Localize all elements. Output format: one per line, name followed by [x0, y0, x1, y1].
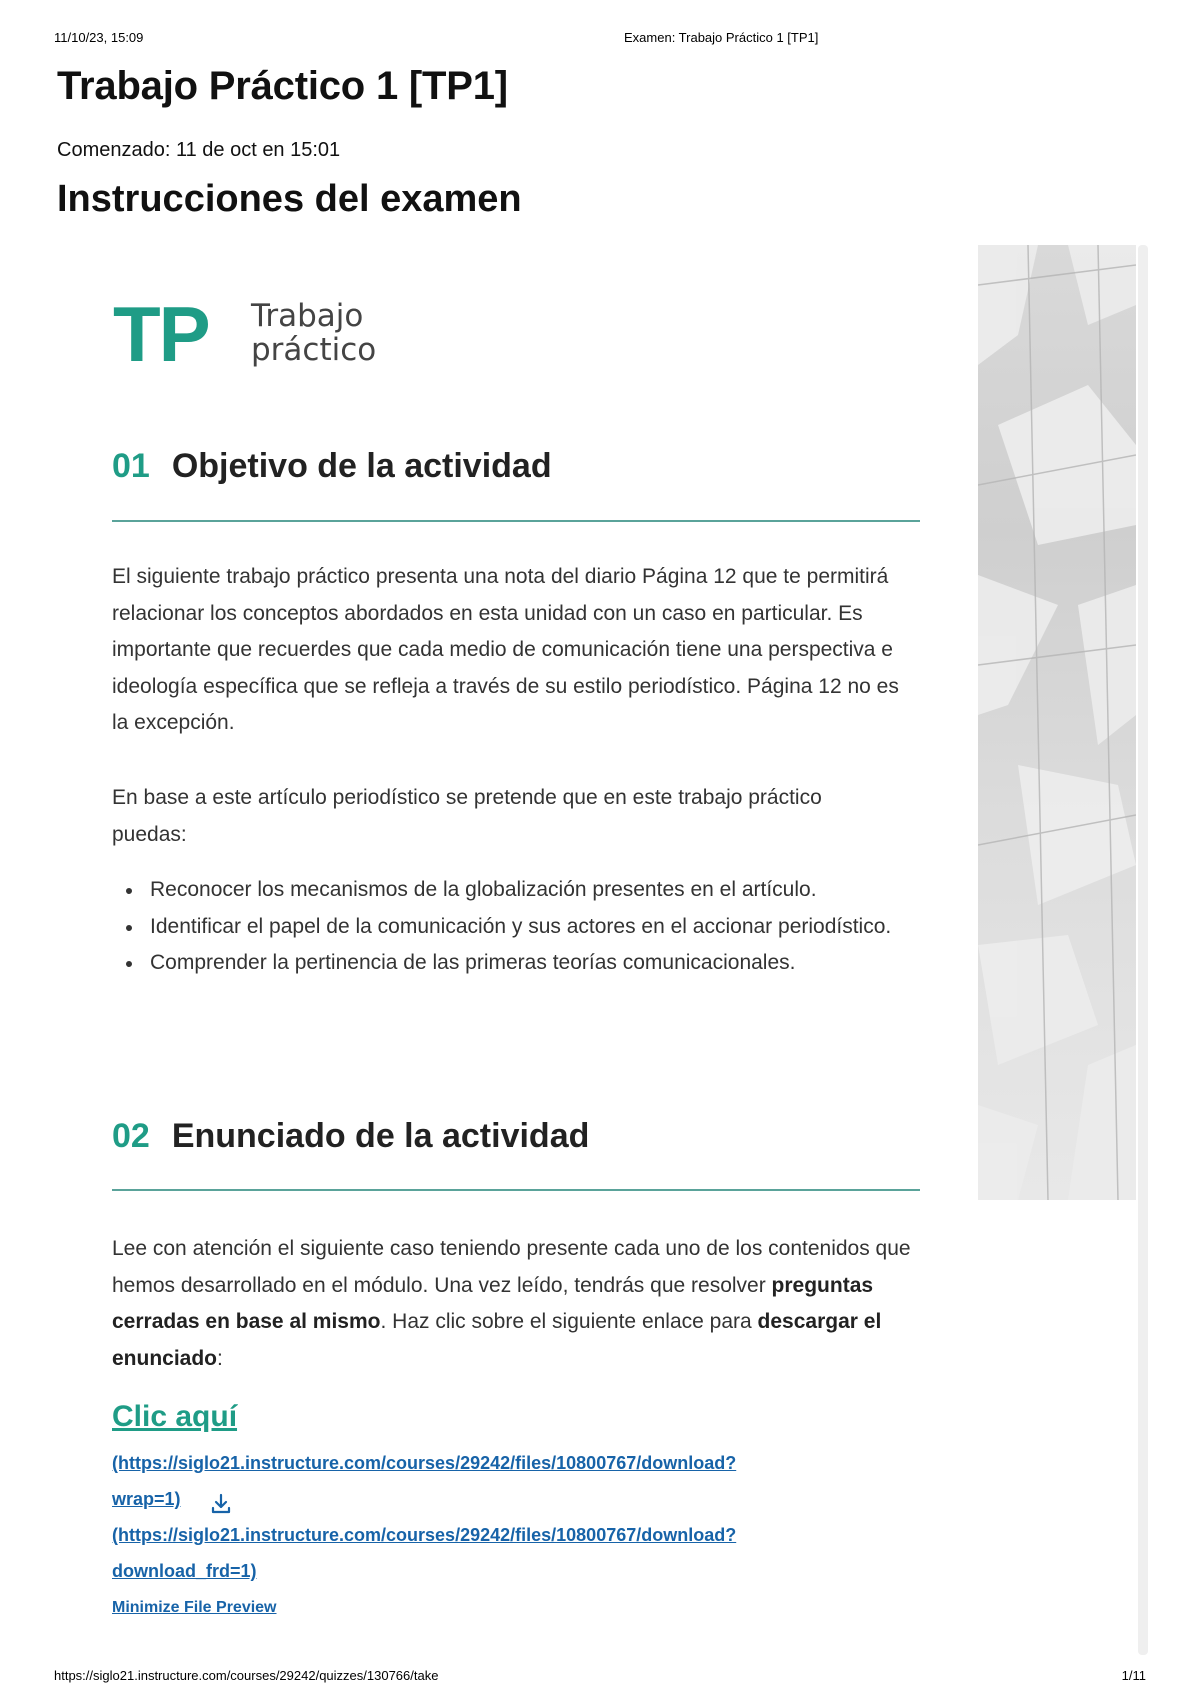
logo-line-2: práctico	[251, 332, 377, 368]
section-1-paragraph-2: En base a este artículo periodístico se pretende que en este trabajo práctico puedas:	[112, 786, 822, 846]
print-date: 11/10/23, 15:09	[54, 30, 144, 45]
section-2-title: Enunciado de la actividad	[171, 1117, 590, 1155]
section-2-text: :	[217, 1346, 223, 1370]
download-statement-link[interactable]: Clic aquí	[112, 1400, 238, 1433]
section-2-text: . Haz clic sobre el siguiente enlace para	[380, 1310, 758, 1333]
architecture-pattern-icon	[978, 245, 1136, 1200]
print-url: https://siglo21.instructure.com/courses/29242/quizzes/130766/take	[54, 1668, 439, 1683]
section-2-divider	[112, 1189, 920, 1191]
section-2-number: 02	[112, 1117, 150, 1155]
print-header	[54, 30, 1146, 50]
section-1-heading	[112, 447, 552, 486]
section-1-number: 01	[112, 447, 150, 485]
list-item	[150, 945, 958, 982]
download-url-text: (https://siglo21.instructure.com/courses/29242/files/10800767/download?	[112, 1525, 737, 1545]
page-number: 1/11	[1121, 1668, 1146, 1683]
list-item	[150, 872, 958, 909]
section-2-bold-text: preguntas cerradas en base al mismo	[112, 1273, 874, 1333]
section-2-paragraph	[112, 1231, 912, 1377]
list-item-text: Reconocer los mecanismos de la globalización presentes en el artículo.	[150, 878, 817, 901]
list-item-text: Comprender la pertinencia de las primeras teorías comunicacionales.	[150, 951, 796, 974]
download-url-link[interactable]	[112, 1525, 736, 1546]
logo-mark: TP	[113, 290, 209, 378]
started-timestamp: Comenzado: 11 de oct en 15:01	[57, 139, 341, 161]
file-url-link-continued[interactable]	[112, 1489, 181, 1510]
bullet-icon	[126, 961, 132, 967]
scrollbar[interactable]	[1138, 245, 1148, 1655]
section-2-bold-text: descargar el enunciado	[112, 1310, 882, 1370]
print-document-title: Examen: Trabajo Práctico 1 [TP1]	[624, 30, 819, 45]
file-url-link[interactable]	[112, 1453, 736, 1474]
file-url-text: (https://siglo21.instructure.com/courses/29242/files/10800767/download?	[112, 1453, 737, 1473]
file-url-text: wrap=1)	[112, 1489, 181, 1509]
list-item	[150, 909, 958, 946]
bullet-icon	[126, 888, 132, 894]
page-title: Trabajo Práctico 1 [TP1]	[57, 64, 508, 108]
section-1-paragraph-1: El siguiente trabajo práctico presenta una nota del diario Página 12 que te permitirá relacionar los conceptos abordados en esta unidad con un caso en particular. Es importante que recuerdes que cada medio de comunicación tiene una perspectiva e ideología específica que se refleja a través de su estilo periodístico. Página 12 no es la excepción.	[112, 565, 899, 734]
download-url-link-continued[interactable]	[112, 1561, 257, 1582]
bullet-icon	[126, 925, 132, 931]
section-2-text: Lee con atención el siguiente caso teniendo presente cada uno de los contenidos que hemos desarrollado en el módulo. Una vez leído, tendrás que resolver	[112, 1237, 911, 1297]
download-icon[interactable]	[208, 1491, 234, 1517]
objectives-list	[112, 872, 958, 982]
section-1-divider	[112, 520, 920, 522]
decorative-side-image	[978, 245, 1136, 1200]
list-item-text: Identificar el papel de la comunicación y sus actores en el accionar periodístico.	[150, 914, 892, 938]
download-url-text: download_frd=1)	[112, 1561, 257, 1581]
print-footer	[54, 1668, 1146, 1688]
section-2-heading	[112, 1117, 589, 1156]
section-1-title: Objetivo de la actividad	[171, 447, 552, 485]
instructions-heading: Instrucciones del examen	[57, 178, 522, 220]
minimize-file-preview-link[interactable]: Minimize File Preview	[112, 1599, 277, 1616]
logo-line-1: Trabajo	[251, 298, 364, 334]
